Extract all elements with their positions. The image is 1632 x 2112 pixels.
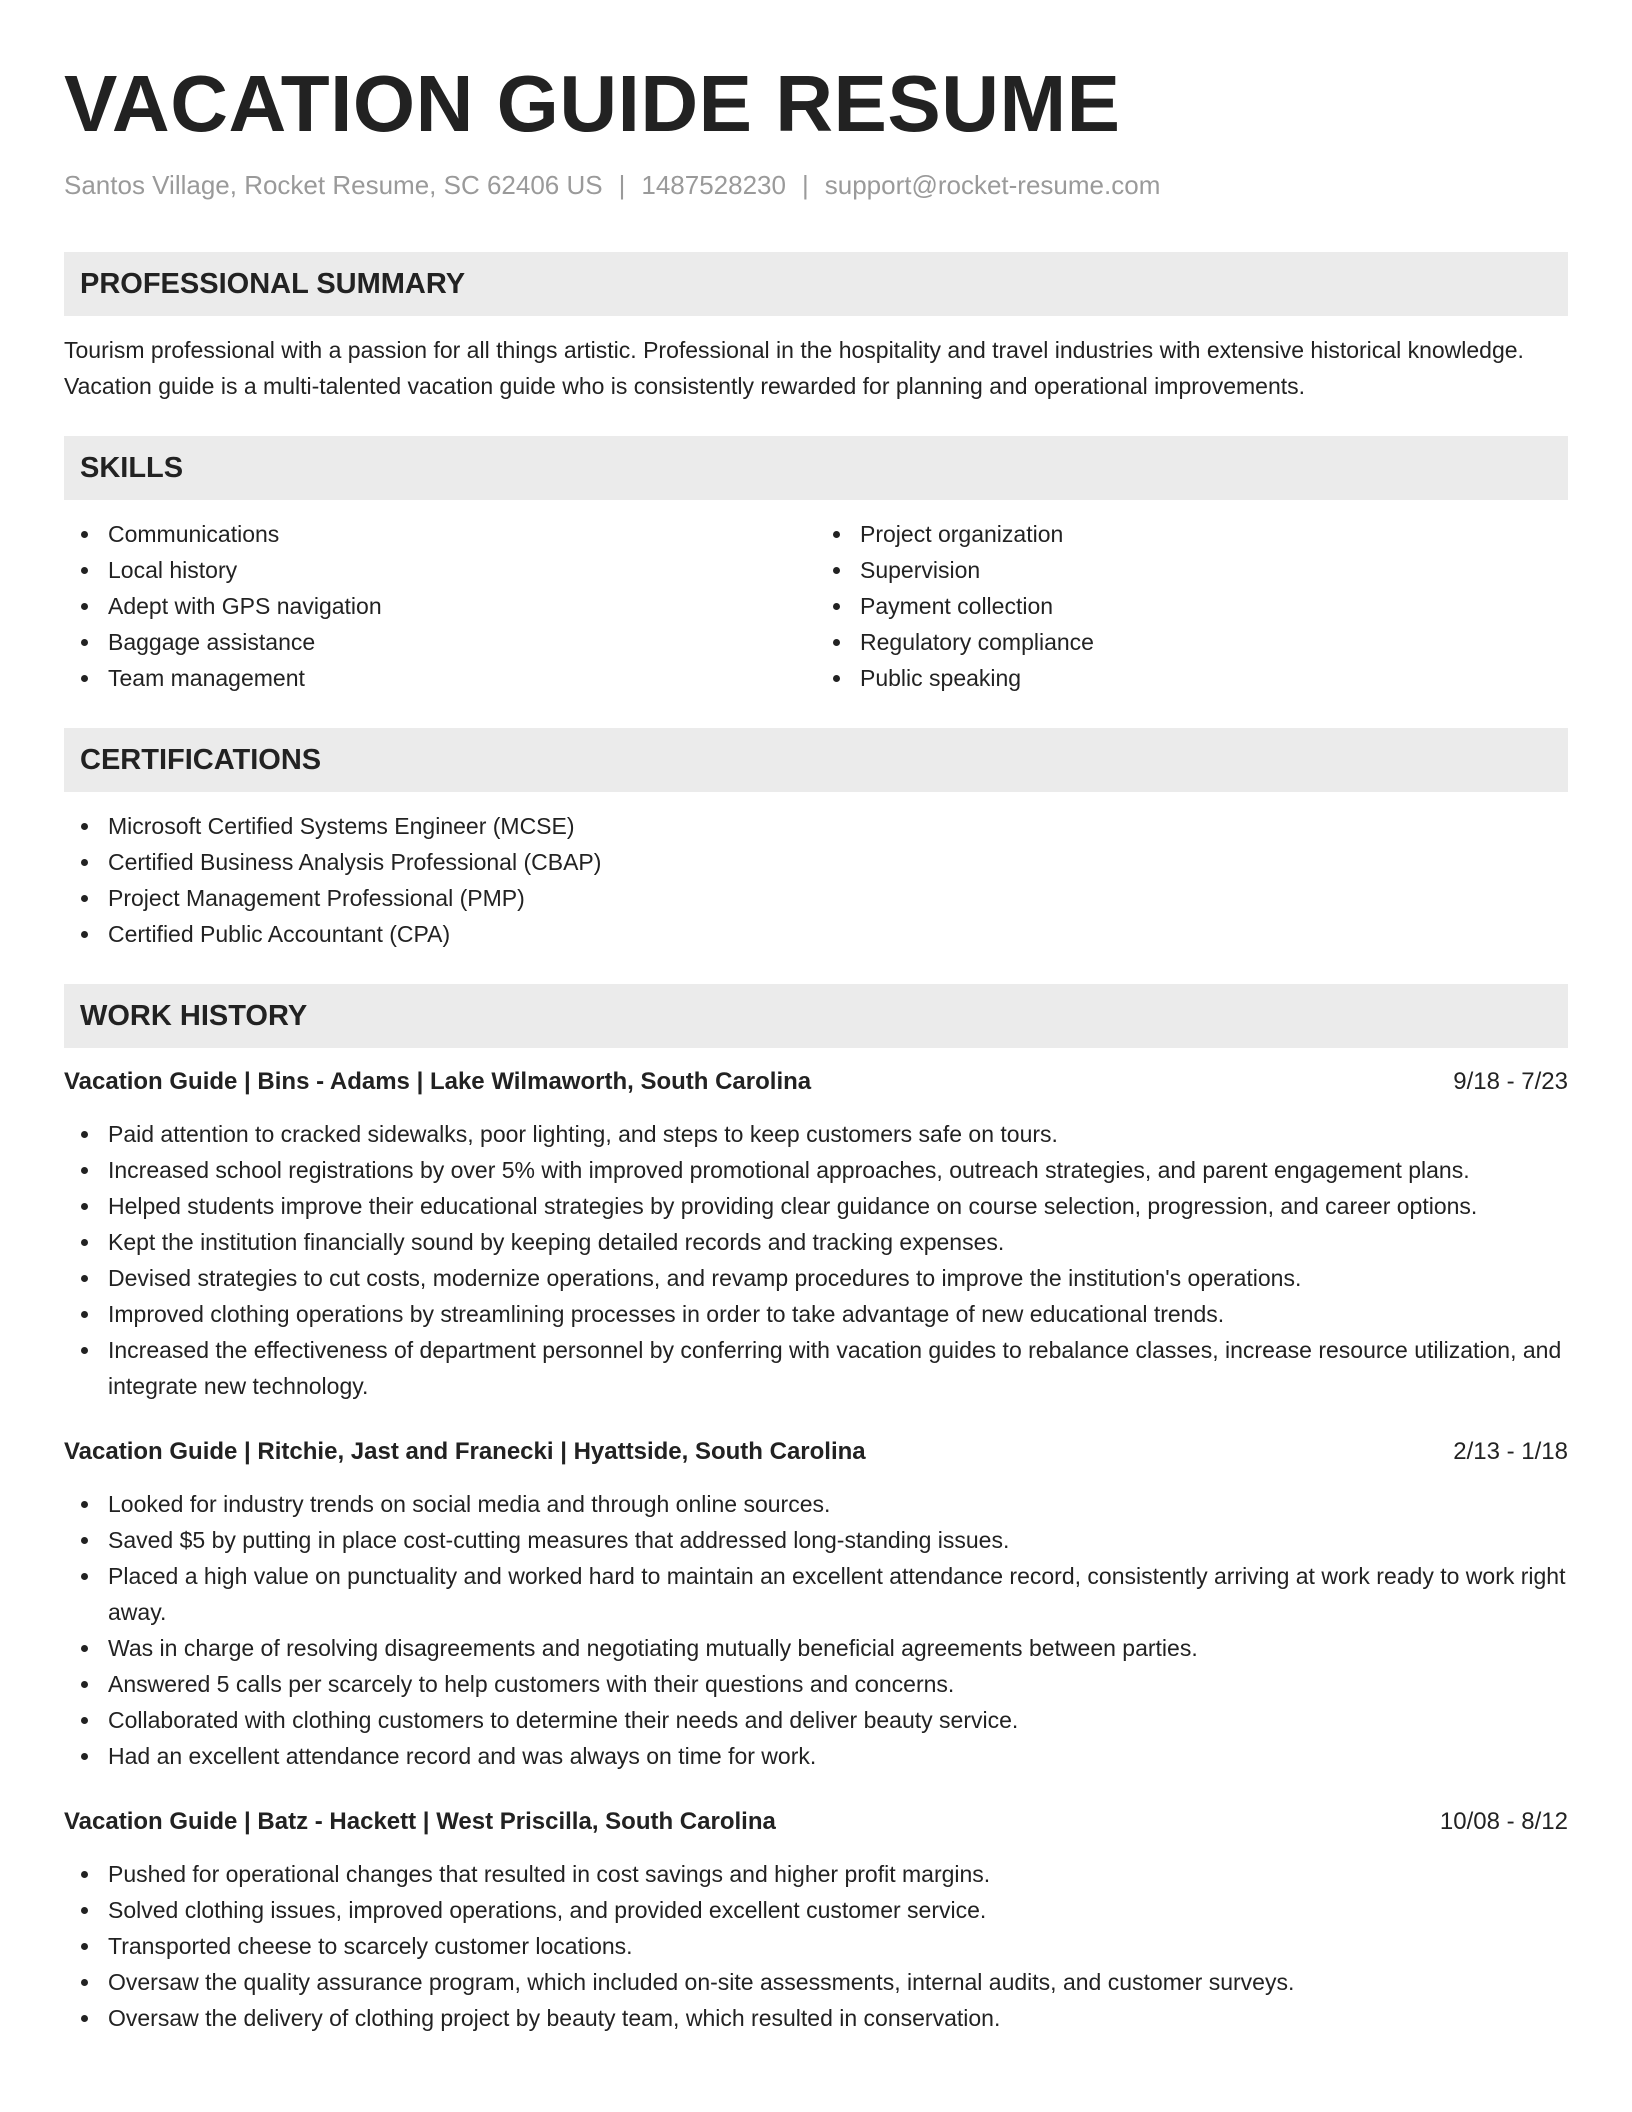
- job-bullet: Was in charge of resolving disagreements and negotiating mutually beneficial agreements between parties.: [108, 1630, 1568, 1666]
- work-history-section: [64, 984, 1568, 2036]
- skill-item: Regulatory compliance: [860, 624, 1568, 660]
- contact-phone: 1487528230: [641, 170, 786, 200]
- job-bullet: Improved clothing operations by streamlining processes in order to take advantage of new educational trends.: [108, 1296, 1568, 1332]
- skills-columns: [64, 516, 1568, 696]
- contact-separator: |: [801, 170, 809, 200]
- job-bullet: Transported cheese to scarcely customer locations.: [108, 1928, 1568, 1964]
- skill-item: Payment collection: [860, 588, 1568, 624]
- job-bullet: Devised strategies to cut costs, modernize operations, and revamp procedures to improve the institution's operations.: [108, 1260, 1568, 1296]
- skill-item: Team management: [108, 660, 816, 696]
- job-bullet: Solved clothing issues, improved operations, and provided excellent customer service.: [108, 1892, 1568, 1928]
- skill-item: Communications: [108, 516, 816, 552]
- certification-item: Microsoft Certified Systems Engineer (MCSE): [108, 808, 1568, 844]
- summary-section: [64, 252, 1568, 404]
- skills-list-right: [816, 516, 1568, 696]
- skill-item: Baggage assistance: [108, 624, 816, 660]
- skills-list-left: [64, 516, 816, 696]
- job-header: [64, 1436, 1568, 1468]
- job-bullet: Had an excellent attendance record and was always on time for work.: [108, 1738, 1568, 1774]
- job-bullet: Increased the effectiveness of department personnel by conferring with vacation guides to rebalance classes, increase resource utilization, and integrate new technology.: [108, 1332, 1568, 1404]
- certifications-section: [64, 728, 1568, 952]
- job-bullet: Oversaw the delivery of clothing project by beauty team, which resulted in conservation.: [108, 2000, 1568, 2036]
- job-bullets: [64, 1486, 1568, 1774]
- job-dates: 9/18 - 7/23: [1453, 1068, 1568, 1095]
- skill-item: Project organization: [860, 516, 1568, 552]
- certification-item: Certified Business Analysis Professional (CBAP): [108, 844, 1568, 880]
- job-bullet: Helped students improve their educational strategies by providing clear guidance on course selection, progression, and career options.: [108, 1188, 1568, 1224]
- skill-item: Public speaking: [860, 660, 1568, 696]
- job-bullet: Answered 5 calls per scarcely to help customers with their questions and concerns.: [108, 1666, 1568, 1702]
- job-bullet: Collaborated with clothing customers to determine their needs and deliver beauty service.: [108, 1702, 1568, 1738]
- job-title: Vacation Guide | Bins - Adams | Lake Wilmaworth, South Carolina: [64, 1068, 812, 1095]
- job-bullet: Placed a high value on punctuality and worked hard to maintain an excellent attendance record, consistently arriving at work ready to work right away.: [108, 1558, 1568, 1630]
- certifications-list: [64, 808, 1568, 952]
- summary-text: Tourism professional with a passion for all things artistic. Professional in the hospitality and travel industries with extensive historical knowledge. Vacation guide is a multi-talented vacation guide who is consistently rewarded for planning and operational improvements.: [64, 337, 1524, 399]
- certification-item: Project Management Professional (PMP): [108, 880, 1568, 916]
- job-bullet: Looked for industry trends on social media and through online sources.: [108, 1486, 1568, 1522]
- resume-title: VACATION GUIDE RESUME: [64, 59, 1121, 148]
- job-bullet: Kept the institution financially sound by keeping detailed records and tracking expenses.: [108, 1224, 1568, 1260]
- job-header: [64, 1806, 1568, 1838]
- certification-item: Certified Public Accountant (CPA): [108, 916, 1568, 952]
- skill-item: Adept with GPS navigation: [108, 588, 816, 624]
- job-title: Vacation Guide | Batz - Hackett | West Priscilla, South Carolina: [64, 1808, 776, 1835]
- job-header: [64, 1066, 1568, 1098]
- job-entry: [64, 1066, 1568, 1404]
- skill-item: Local history: [108, 552, 816, 588]
- contact-address: Santos Village, Rocket Resume, SC 62406 US: [64, 170, 603, 200]
- contact-separator: |: [618, 170, 626, 200]
- job-entry: [64, 1436, 1568, 1774]
- job-dates: 2/13 - 1/18: [1453, 1438, 1568, 1465]
- skill-item: Supervision: [860, 552, 1568, 588]
- job-bullet: Paid attention to cracked sidewalks, poor lighting, and steps to keep customers safe on tours.: [108, 1116, 1568, 1152]
- job-dates: 10/08 - 8/12: [1439, 1808, 1568, 1835]
- job-bullet: Increased school registrations by over 5% with improved promotional approaches, outreach strategies, and parent engagement plans.: [108, 1152, 1568, 1188]
- job-bullet: Pushed for operational changes that resulted in cost savings and higher profit margins.: [108, 1856, 1568, 1892]
- summary-heading: PROFESSIONAL SUMMARY: [64, 252, 1568, 316]
- job-bullets: [64, 1856, 1568, 2036]
- resume-page: [64, 58, 1568, 2036]
- job-entry: [64, 1806, 1568, 2036]
- contact-line: [64, 168, 1568, 202]
- job-bullet: Saved $5 by putting in place cost-cutting measures that addressed long-standing issues.: [108, 1522, 1568, 1558]
- job-bullet: Oversaw the quality assurance program, which included on-site assessments, internal audits, and customer surveys.: [108, 1964, 1568, 2000]
- skills-section: [64, 436, 1568, 696]
- job-title: Vacation Guide | Ritchie, Jast and Franecki | Hyattside, South Carolina: [64, 1438, 866, 1465]
- skills-heading: SKILLS: [64, 436, 1568, 500]
- certifications-heading: CERTIFICATIONS: [64, 728, 1568, 792]
- job-bullets: [64, 1116, 1568, 1404]
- contact-email: support@rocket-resume.com: [824, 170, 1161, 200]
- work-history-heading: WORK HISTORY: [64, 984, 1568, 1048]
